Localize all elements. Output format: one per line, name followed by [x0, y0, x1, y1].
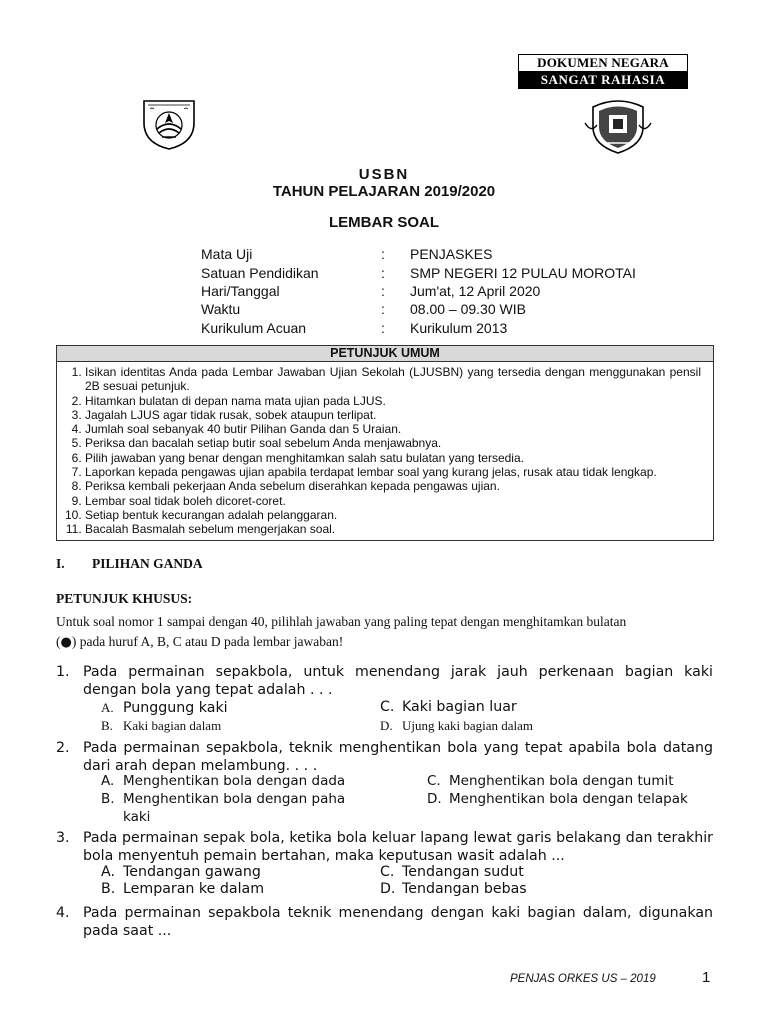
option-a: A. Tendangan gawang — [101, 864, 261, 880]
meta-row-mata-uji — [201, 245, 721, 263]
meta-key: Kurikulum Acuan — [201, 320, 307, 336]
instruction-item: 4. Jumlah soal sebanyak 40 butir Pilihan Ganda dan 5 Uraian. — [85, 422, 701, 436]
meta-key: Hari/Tanggal — [201, 283, 280, 299]
option-d: D. Menghentikan bola dengan telapak — [427, 791, 688, 807]
option-c: C. Menghentikan bola dengan tumit — [427, 773, 674, 789]
meta-sep: : — [381, 283, 385, 299]
question-text: Pada permainan sepakbola teknik menendang dengan kaki bagian dalam, digunakan pada saat ... — [83, 905, 713, 939]
meta-value: SMP NEGERI 12 PULAU MOROTAI — [410, 265, 636, 281]
instruction-item: 10. Setiap bentuk kecurangan adalah pelanggaran. — [85, 508, 701, 522]
option-b: B. Lemparan ke dalam — [101, 881, 265, 897]
question-number: 3. — [56, 830, 70, 846]
section-number: I. — [56, 556, 65, 571]
instruction-item: 2. Hitamkan bulatan di depan nama mata ujian pada LJUS. — [85, 394, 701, 408]
instruction-item: 3. Jagalah LJUS agar tidak rusak, sobek ataupun terlipat. — [85, 408, 701, 422]
question-text: Pada permainan sepakbola, teknik menghentikan bola yang tepat apabila bola datang dari arah depan melambung. . . . — [83, 740, 713, 774]
meta-sep: : — [381, 265, 385, 281]
instruction-item: 9. Lembar soal tidak boleh dicoret-coret. — [85, 494, 701, 508]
question-number: 1. — [56, 664, 70, 680]
question-4 — [56, 905, 716, 941]
option-c: C. Tendangan sudut — [380, 864, 524, 880]
meta-key: Waktu — [201, 301, 241, 317]
tut-wuri-handayani-logo — [140, 99, 198, 151]
meta-value: 08.00 – 09.30 WIB — [410, 301, 526, 317]
meta-key: Satuan Pendidikan — [201, 265, 319, 281]
classification-stamp — [518, 54, 688, 89]
question-number: 2. — [56, 740, 70, 756]
option-b: B. Kaki bagian dalam — [101, 718, 222, 733]
instruction-item: 5. Periksa dan bacalah setiap butir soal sebelum Anda menjawabnya. — [85, 436, 701, 450]
option-c: C. Kaki bagian luar — [380, 699, 517, 715]
meta-row-kurikulum — [201, 319, 721, 337]
meta-sep: : — [381, 320, 385, 336]
document-title-usbn: USBN — [358, 166, 410, 183]
filled-circle-icon: ● — [60, 635, 72, 650]
question-text: Pada permainan sepak bola, ketika bola keluar lapang lewat garis belakang dan terakhir bola menyentuh pemain bertahan, maka keputusan wasit adalah ... — [83, 830, 713, 864]
meta-value: Kurikulum 2013 — [410, 320, 508, 336]
specific-instructions-line-1: Untuk soal nomor 1 sampai dengan 40, pilihlah jawaban yang paling tepat dengan menghitamkan bulatan — [56, 614, 627, 629]
instruction-item: 6. Pilih jawaban yang benar dengan menghitamkan salah satu bulatan yang tersedia. — [85, 451, 701, 465]
question-number: 4. — [56, 905, 70, 921]
general-instructions-box — [56, 345, 714, 541]
general-instructions-heading: PETUNJUK UMUM — [57, 346, 713, 362]
meta-key: Mata Uji — [201, 246, 253, 262]
option-a: A. Menghentikan bola dengan dada — [101, 773, 346, 789]
question-2 — [56, 740, 716, 776]
meta-value: PENJASKES — [410, 246, 493, 262]
document-title-year: TAHUN PELAJARAN 2019/2020 — [272, 183, 496, 200]
general-instructions-list — [57, 365, 713, 537]
footer-label: PENJAS ORKES US – 2019 — [510, 973, 656, 985]
question-text: Pada permainan sepakbola, untuk menendang jarak jauh perkenaan bagian kaki dengan bola yang tepat adalah . . . — [83, 664, 713, 698]
regional-crest-logo — [583, 93, 653, 155]
option-a: A. Punggung kaki — [101, 700, 228, 716]
stamp-line-2: SANGAT RAHASIA — [519, 72, 687, 88]
option-d: D. Ujung kaki bagian dalam — [380, 718, 534, 733]
option-d: D. Tendangan bebas — [380, 881, 527, 897]
instruction-item: 1. Isikan identitas Anda pada Lembar Jawaban Ujian Sekolah (LJUSBN) yang tersedia dengan menggunakan pensil 2B sesuai petunjuk. — [85, 365, 701, 394]
meta-value: Jum'at, 12 April 2020 — [410, 283, 541, 299]
section-title: PILIHAN GANDA — [92, 556, 203, 571]
meta-row-waktu — [201, 300, 721, 318]
document-title-lembar-soal: LEMBAR SOAL — [329, 214, 439, 231]
instruction-item: 8. Periksa kembali pekerjaan Anda sebelum diserahkan kepada pengawas ujian. — [85, 479, 701, 493]
meta-row-satuan-pendidikan — [201, 264, 721, 282]
question-3 — [56, 830, 716, 866]
meta-sep: : — [381, 301, 385, 317]
page-number: 1 — [702, 969, 711, 986]
instruction-item: 11. Bacalah Basmalah sebelum mengerjakan soal. — [85, 522, 701, 536]
stamp-line-1: DOKUMEN NEGARA — [519, 55, 687, 72]
specific-instructions-line-2: (●) pada huruf A, B, C atau D pada lembar jawaban! — [56, 634, 344, 650]
option-b: B. Menghentikan bola dengan paha kaki — [101, 791, 346, 825]
meta-sep: : — [381, 246, 385, 262]
specific-instructions-heading: PETUNJUK KHUSUS: — [56, 591, 193, 606]
instruction-item: 7. Laporkan kepada pengawas ujian apabila terdapat lembar soal yang kurang jelas, rusak atau tidak lengkap. — [85, 465, 701, 479]
specific-instructions-text — [56, 612, 716, 653]
meta-row-hari-tanggal — [201, 282, 721, 300]
